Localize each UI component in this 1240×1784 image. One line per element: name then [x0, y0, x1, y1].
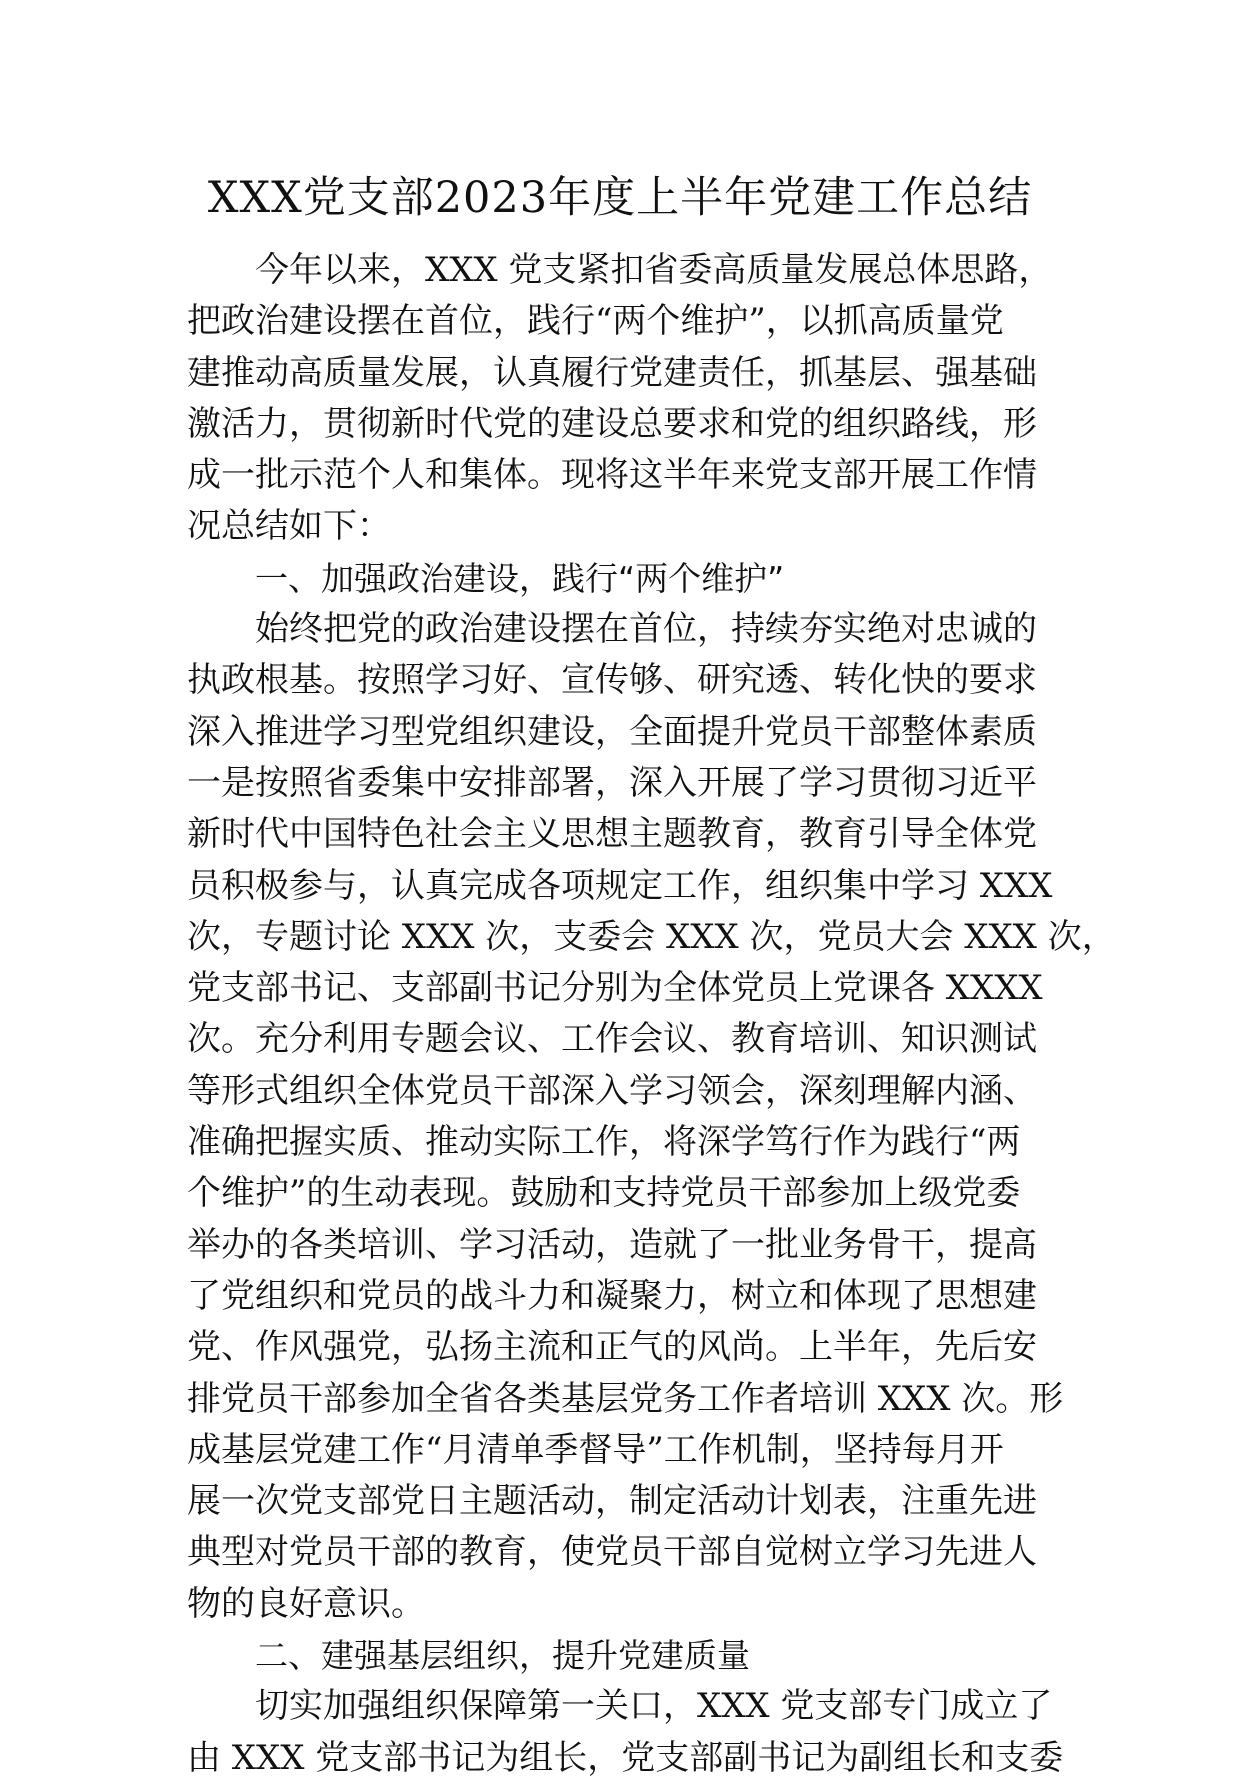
- paragraph-section1-line: 等形式组织全体党员干部深入学习领会，深刻理解内涵、: [187, 1070, 1037, 1111]
- paragraph-section1-line: 新时代中国特色社会主义思想主题教育，教育引导全体党: [187, 814, 1037, 855]
- paragraph-section1-line: 排党员干部参加全省各类基层党务工作者培训 XXX 次。形: [187, 1378, 1064, 1419]
- paragraph-intro-line: 建推动高质量发展，认真履行党建责任，抓基层、强基础: [187, 352, 1037, 393]
- paragraph-section1-line: 准确把握实质、推动实际工作，将深学笃行作为践行“两: [187, 1122, 1021, 1163]
- paragraph-section1-line: 次。充分利用专题会议、工作会议、教育培训、知识测试: [187, 1019, 1037, 1060]
- document-body: [187, 245, 1116, 1784]
- paragraph-section1-line: 党支部书记、支部副书记分别为全体党员上党课各 XXXX: [187, 968, 1043, 1009]
- paragraph-section1-line: 执政根基。按照学习好、宣传够、研究透、转化快的要求: [187, 660, 1037, 701]
- paragraph-section1-line: 典型对党员干部的教育，使党员干部自觉树立学习先进人: [187, 1532, 1037, 1573]
- paragraph-intro-line: 况总结如下：: [187, 506, 391, 547]
- paragraph-section1-line: 党、作风强党，弘扬主流和正气的风尚。上半年，先后安: [187, 1327, 1037, 1368]
- section-heading-2: 二、建强基层组织，提升党建质量: [255, 1636, 750, 1676]
- document-title: XXX党支部2023年度上半年党建工作总结: [207, 173, 1033, 223]
- paragraph-section1-line: 员积极参与，认真完成各项规定工作，组织集中学习 XXX: [187, 865, 1053, 906]
- paragraph-intro-line: 激活力，贯彻新时代党的建设总要求和党的组织路线，形: [187, 403, 1037, 444]
- paragraph-section2-line: 切实加强组织保障第一关口，XXX 党支部专门成立了: [255, 1686, 1053, 1727]
- paragraph-intro-line: 把政治建设摆在首位，践行“两个维护”，以抓高质量党: [187, 301, 1004, 342]
- paragraph-intro-line: 今年以来，XXX 党支紧扣省委高质量发展总体思路，: [255, 250, 1053, 290]
- paragraph-intro-line: 成一批示范个人和集体。现将这半年来党支部开展工作情: [187, 455, 1037, 496]
- paragraph-section1-line: 一是按照省委集中安排部署，深入开展了学习贯彻习近平: [187, 762, 1037, 803]
- paragraph-section1-line: 个维护”的生动表现。鼓励和支持党员干部参加上级党委: [187, 1173, 1021, 1214]
- section-heading-1: 一、加强政治建设，践行“两个维护”: [255, 558, 785, 598]
- paragraph-section2-line: 由 XXX 党支部书记为组长，党支部副书记为副组长和支委: [187, 1737, 1064, 1778]
- paragraph-section1-line: 物的良好意识。: [187, 1583, 425, 1624]
- paragraph-section1-line: 深入推进学习型党组织建设，全面提升党员干部整体素质: [187, 711, 1037, 752]
- paragraph-section1-line: 了党组织和党员的战斗力和凝聚力，树立和体现了思想建: [187, 1275, 1037, 1316]
- paragraph-section1-line: 次，专题讨论 XXX 次，支委会 XXX 次，党员大会 XXX 次，: [187, 916, 1116, 957]
- paragraph-section1-line: 举办的各类培训、学习活动，造就了一批业务骨干，提高: [187, 1224, 1037, 1265]
- paragraph-section1-line: 展一次党支部党日主题活动，制定活动计划表，注重先进: [187, 1481, 1037, 1522]
- paragraph-section1-line: 成基层党建工作“月清单季督导”工作机制，坚持每月开: [187, 1429, 1004, 1470]
- paragraph-section1-line: 始终把党的政治建设摆在首位，持续夯实绝对忠诚的: [255, 609, 1037, 650]
